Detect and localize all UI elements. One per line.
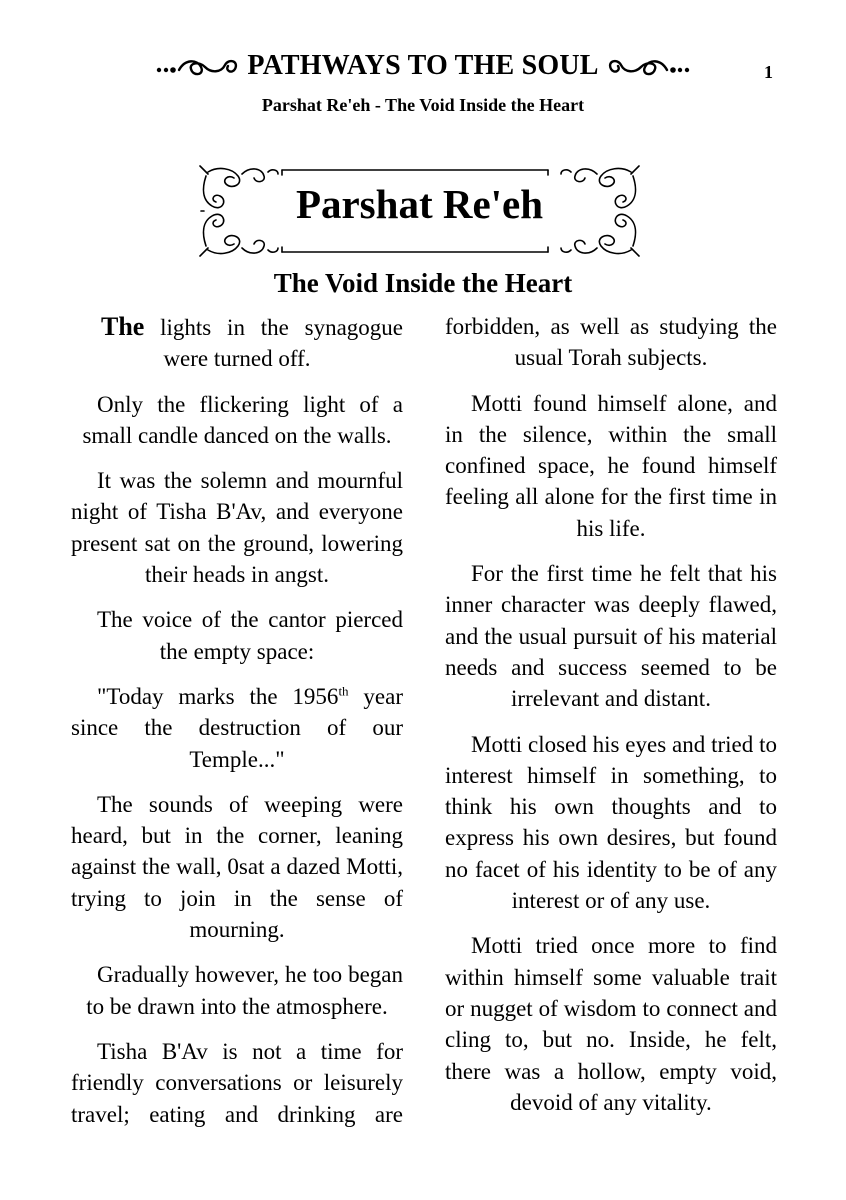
paragraph: The sounds of weeping were heard, but in the corner, leaning against the wall, 0sat a dazed Motti, trying to join in the sense of mourning. <box>71 791 403 943</box>
paragraph: Tisha B'Av is not a time for friendly conversations or leisurely travel; eating and drinking are <box>71 1038 403 1127</box>
paragraph: The lights in the synagogue were turned off. <box>101 312 403 372</box>
page-number: 1 <box>764 62 773 82</box>
paragraph: "Today marks the 1956th year since the destruction of our Temple..." <box>71 683 403 772</box>
right-flourish-ornament-icon <box>607 55 691 77</box>
paragraph: Motti tried once more to find within himself some valuable trait or nugget of wisdom to connect and cling to, but no. Inside, he felt, there was a hollow, empty void, devoid of any vitality. <box>445 933 777 1115</box>
paragraph: The voice of the cantor pierced the empty space: <box>97 607 403 664</box>
paragraph: It was the solemn and mournful night of Tisha B'Av, and everyone present sat on the ground, lowering their heads in angst. <box>71 468 403 588</box>
parsha-title: Parshat Re'eh <box>295 181 544 227</box>
ordinal-suffix: th <box>338 683 349 699</box>
paragraph: Motti found himself alone, and in the silence, within the small confined space, he found himself feeling all alone for the first time in his life. <box>445 390 777 541</box>
paragraph-continuation: forbidden, as well as studying the usual Torah subjects. <box>445 314 777 371</box>
running-subtitle: Parshat Re'eh - The Void Inside the Heart <box>261 95 585 115</box>
right-column <box>445 311 777 1132</box>
running-header <box>0 50 846 82</box>
paragraph: Gradually however, he too began to be drawn into the atmosphere. <box>86 962 403 1019</box>
left-flourish-ornament-icon <box>155 55 239 77</box>
lead-word: The <box>101 312 145 341</box>
paragraph: Motti closed his eyes and tried to interest himself in something, to think his own thoughts and to express his own desires, but found no facet of his identity to be of any interest or of any use. <box>445 731 777 914</box>
publication-title: PATHWAYS TO THE SOUL <box>247 50 599 81</box>
article-title: The Void Inside the Heart <box>273 268 573 298</box>
paragraph: Only the flickering light of a small candle danced on the walls. <box>82 391 403 448</box>
paragraph: For the first time he felt that his inner character was deeply flawed, and the usual pursuit of his material needs and success seemed to be irrelevant and distant. <box>445 561 777 712</box>
left-column <box>71 311 403 1144</box>
